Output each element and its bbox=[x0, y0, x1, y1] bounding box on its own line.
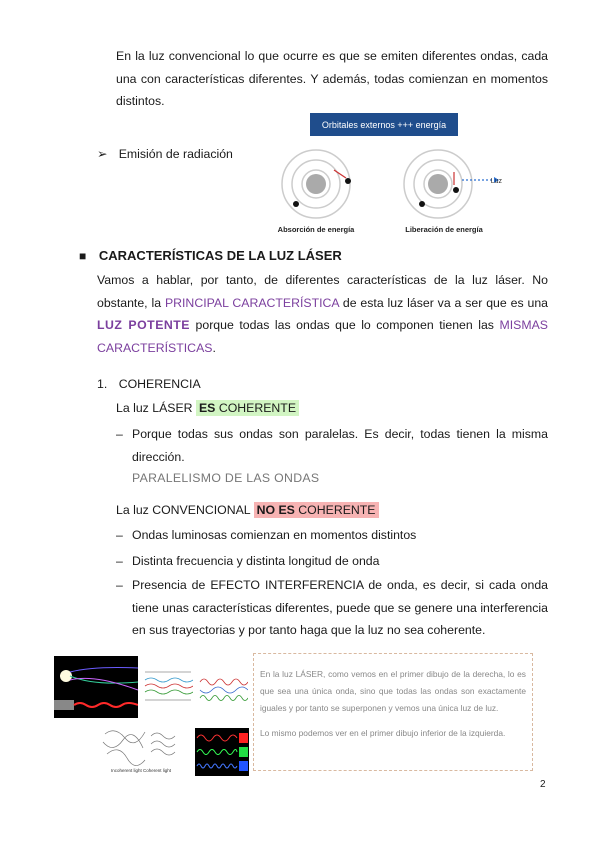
section-heading bbox=[79, 248, 342, 263]
parallel-note: PARALELISMO DE LAS ONDAS bbox=[132, 471, 320, 485]
coherence-heading bbox=[97, 377, 201, 391]
laser-point bbox=[116, 423, 548, 468]
laser-beam-image bbox=[54, 656, 138, 718]
note-paragraph-1: En la luz LÁSER, como vemos en el primer dibujo de la derecha, lo es que sea una única onda, sino que todas las ondas son exactamente iguales y por tanto se superponen y vemos una única luz de luz. bbox=[260, 669, 526, 713]
square-bullet-icon: ■ bbox=[79, 249, 87, 263]
laser-prefix: La luz LÁSER bbox=[116, 401, 193, 415]
dash-bullet-icon: – bbox=[116, 427, 123, 441]
coherence-comparison-image bbox=[95, 724, 187, 776]
coherent-highlight: ES COHERENTE bbox=[196, 400, 299, 416]
same-characteristics: MISMAS CARACTERÍSTICAS bbox=[97, 318, 548, 355]
spectrum-waves-image bbox=[195, 728, 249, 776]
emission-item bbox=[97, 147, 233, 161]
luz-label: Luz bbox=[490, 178, 502, 185]
section-paragraph bbox=[97, 269, 548, 359]
not-coherent-highlight: NO ES COHERENTE bbox=[254, 502, 379, 518]
section-text: Vamos a hablar, por tanto, de diferentes características de la luz láser. No obstante, la bbox=[97, 273, 548, 310]
conv-point-text: Presencia de EFECTO INTERFERENCIA de onda, es decir, si cada onda tiene unas características diferentes, puede que se genere una interferencia en sus trayectorias y por tanto haga que la luz no sea coherente. bbox=[132, 578, 548, 637]
conv-point-3 bbox=[116, 574, 548, 642]
emission-label: Emisión de radiación bbox=[118, 147, 233, 161]
conv-point-text: Ondas luminosas comienzan en momentos distintos bbox=[132, 528, 417, 542]
conventional-line bbox=[116, 503, 379, 517]
absorption-caption: Absorción de energía bbox=[277, 225, 355, 234]
coherence-comparison-caption: Incoherent light Coherent light bbox=[110, 768, 172, 773]
absorption-atom bbox=[282, 150, 351, 218]
laser-point-text: Porque todas sus ondas son paralelas. Es decir, todas tienen la misma dirección. bbox=[132, 427, 548, 464]
dash-bullet-icon: – bbox=[116, 554, 123, 568]
conv-point-1 bbox=[116, 524, 548, 547]
dash-bullet-icon: – bbox=[116, 528, 123, 542]
coherence-title: COHERENCIA bbox=[118, 377, 201, 391]
conventional-prefix: La luz CONVENCIONAL bbox=[116, 503, 251, 517]
note-box bbox=[253, 653, 533, 771]
orbital-figure bbox=[276, 112, 504, 237]
release-caption: Liberación de energía bbox=[405, 225, 483, 234]
wave-diagram-2 bbox=[198, 670, 248, 710]
section-text-end: . bbox=[212, 340, 216, 355]
laser-coherent-line bbox=[116, 401, 299, 415]
section-text: porque todas las ondas que lo componen tienen las bbox=[195, 318, 494, 332]
conv-point-2 bbox=[116, 550, 548, 573]
conv-point-text: Distinta frecuencia y distinta longitud de onda bbox=[132, 554, 380, 568]
arrow-bullet-icon: ➢ bbox=[97, 147, 108, 161]
luz-potente: LUZ POTENTE bbox=[97, 318, 190, 332]
principal-characteristic: PRINCIPAL CARACTERÍSTICA bbox=[164, 295, 339, 310]
release-atom bbox=[404, 150, 502, 218]
wave-diagram-1 bbox=[143, 664, 193, 706]
figure-banner: Orbitales externos +++ energía bbox=[321, 120, 447, 130]
note-paragraph-2: Lo mismo podemos ver en el primer dibujo inferior de la izquierda. bbox=[260, 728, 506, 738]
dash-bullet-icon: – bbox=[116, 578, 123, 592]
intro-paragraph: En la luz convencional lo que ocurre es que se emiten diferentes ondas, cada una con características diferentes. Y además, todas comienzan en momentos distintos. bbox=[116, 49, 548, 108]
list-number: 1. bbox=[97, 377, 108, 391]
page-number: 2 bbox=[540, 779, 546, 790]
section-text: de esta luz láser va a ser que es una bbox=[342, 295, 548, 310]
section-title: CARACTERÍSTICAS DE LA LUZ LÁSER bbox=[98, 248, 342, 263]
